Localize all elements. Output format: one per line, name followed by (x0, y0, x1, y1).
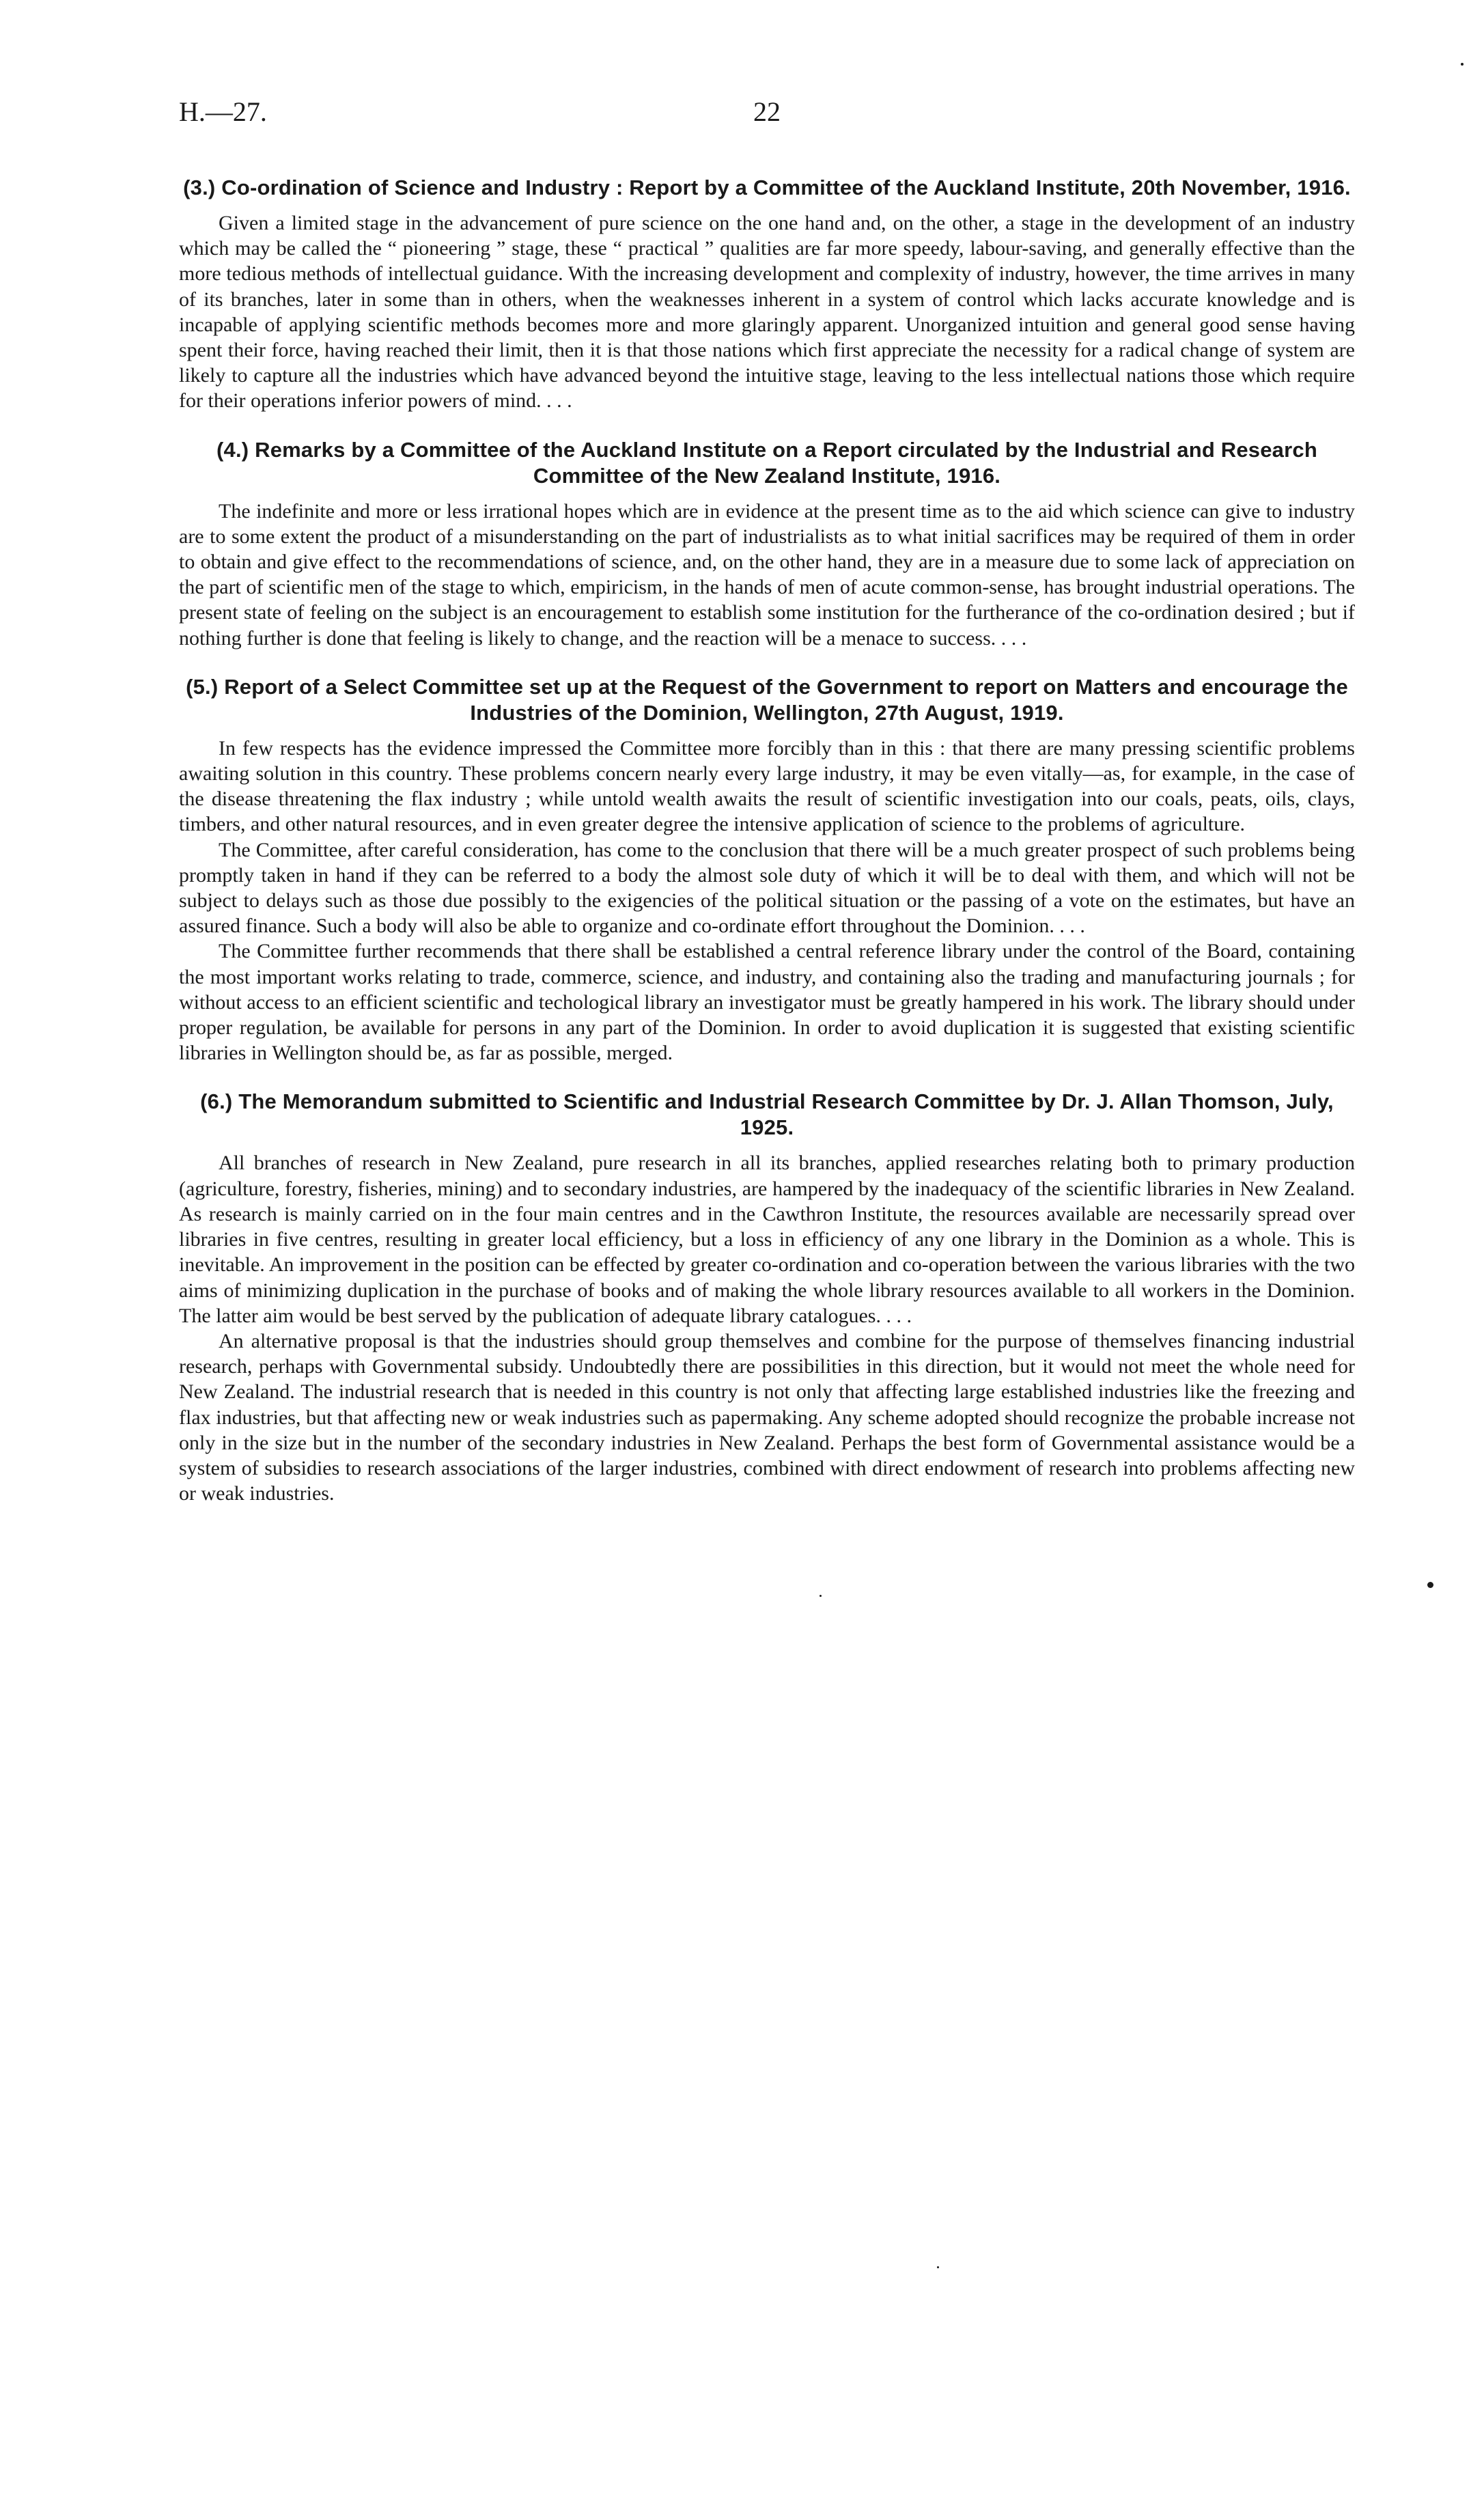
page-number: 22 (753, 96, 781, 127)
section-6 (179, 1089, 1355, 1506)
paragraph: The indefinite and more or less irrational hopes which are in evidence at the present time as to the aid which science can give to industry are to some extent the product of a misunderstanding on the part of industrialists as to what initial sacrifices may be required of them in order to obtain and give effect to the recommendations of science, and, on the other hand, they are in a measure due to some lack of appreciation on the part of scientific men of the stage to which, empiricism, in the hands of men of acute common-sense, has brought industrial operations. The present state of feeling on the subject is an encouragement to establish some institution for the furtherance of the co-ordination desired ; but if nothing further is done that feeling is likely to change, and the reaction will be a menace to success. . . . (179, 499, 1355, 650)
section-4 (179, 437, 1355, 651)
section-5 (179, 674, 1355, 1066)
scan-speck (937, 2266, 939, 2268)
paragraph: The Committee further recommends that there shall be established a central reference library under the control of the Board, containing the most important works relating to trade, commerce, science, and industry, and containing also the trading and manufacturing journals ; for without access to an efficient scientific and techological library an investigator must be greatly hampered in his work. The library should under proper regulation, be available for persons in any part of the Dominion. In order to avoid duplication it is suggested that existing scientific libraries in Wellington should be, as far as possible, merged. (179, 940, 1355, 1065)
scan-speck (820, 1595, 822, 1597)
paragraph: In few respects has the evidence impressed the Committee more forcibly than in this : that there are many pressing scientific problems awaiting solution in this country. These problems concern nearly every large industry, it may be even vitally—as, for example, in the case of the disease threatening the flax industry ; while untold wealth awaits the result of scientific investigation into our coals, peats, oils, clays, timbers, and other natural resources, and in even greater degree the intensive application of science to the problems of agriculture. (179, 736, 1355, 836)
paragraph: All branches of research in New Zealand, pure research in all its branches, applied researches relating both to primary production (agriculture, forestry, fisheries, mining) and to secondary industries, are hampered by the inadequacy of the scientific libraries in New Zealand. As research is mainly carried on in the four main centres and in the Cawthron Institute, the resources available are necessarily spread over libraries in five centres, resulting in greater local efficiency, but a loss in efficiency of any one library in the Dominion as a whole. This is inevitable. An improvement in the position can be effected by greater co-ordination and co-operation between the various libraries with the two aims of minimizing duplication in the purchase of books and of making the whole library resources available to all workers in the Dominion. The latter aim would be best served by the publication of adequate library catalogues. . . . (179, 1152, 1355, 1327)
section-heading: (6.) The Memorandum submitted to Scientific and Industrial Research Committee by Dr. J. Allan Thomson, July, 1925. (200, 1089, 1334, 1140)
scan-speck (1427, 1582, 1433, 1588)
paragraph: An alternative proposal is that the industries should group themselves and combine for the purpose of themselves financing industrial research, perhaps with Governmental subsidy. Undoubtedly there are possibilities in this direction, but it would not meet the whole need for New Zealand. The industrial research that is needed in this country is not only that affecting large established industries like the freezing and flax industries, but that affecting new or weak industries such as papermaking. Any scheme adopted should recognize the probable increase not only in the size but in the number of the secondary industries in New Zealand. Perhaps the best form of Governmental assistance would be a system of subsidies to research associations of the larger industries, combined with direct endowment of research into problems affecting new or weak industries. (179, 1329, 1355, 1505)
document-page (179, 96, 1355, 1506)
section-3 (179, 175, 1355, 414)
paragraph: The Committee, after careful consideration, has come to the conclusion that there will be a much greater prospect of such problems being promptly taken in hand if they can be referred to a body the almost sole duty of which it will be to deal with them, and which will not be subject to delays such as those due possibly to the exigencies of the political situation or the passing of a vote on the estimates, but have an assured finance. Such a body will also be able to organize and co-ordinate effort throughout the Dominion. . . . (179, 838, 1355, 938)
section-heading: (3.) Co-ordination of Science and Industry : Report by a Committee of the Auckland Institute, 20th November, 1916. (183, 176, 1351, 199)
section-heading: (4.) Remarks by a Committee of the Auckland Institute on a Report circulated by the Industrial and Research Committee of the New Zealand Institute, 1916. (216, 437, 1317, 488)
section-heading: (5.) Report of a Select Committee set up at the Request of the Government to report on Matters and encourage the Industries of the Dominion, Wellington, 27th August, 1919. (186, 674, 1348, 725)
scan-speck (1461, 63, 1464, 66)
running-header (179, 96, 1355, 137)
document-reference: H.—27. (179, 96, 267, 127)
paragraph: Given a limited stage in the advancement of pure science on the one hand and, on the other, a stage in the development of an industry which may be called the “ pioneering ” stage, these “ practical ” qualities are far more speedy, labour-saving, and generally effective than the more tedious methods of intellectual guidance. With the increasing development and complexity of industry, however, the time arrives in many of its branches, later in some than in others, when the weaknesses inherent in a system of control which lacks accurate knowledge and is incapable of applying scientific methods becomes more and more glaringly apparent. Unorganized intuition and general good sense having spent their force, having reached their limit, then it is that those nations which first appreciate the necessity for a radical change of system are likely to capture all the industries which have advanced beyond the intuitive stage, leaving to the less intellectual nations those which require for their operations inferior powers of mind. . . . (179, 212, 1355, 413)
